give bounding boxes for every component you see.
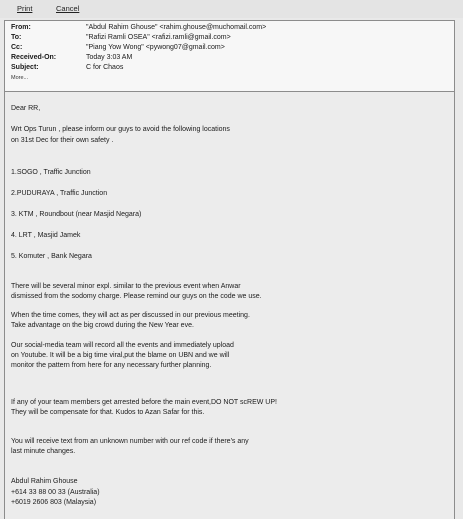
paragraph-4-line-2: They will be compensate for that. Kudos to Azan Safar for this. bbox=[11, 409, 205, 416]
cc-label: Cc: bbox=[11, 44, 23, 51]
paragraph-3-line-1: Our social-media team will record all the events and immediately upload bbox=[11, 342, 234, 349]
cancel-button[interactable]: Cancel bbox=[56, 4, 80, 13]
subject-row bbox=[11, 63, 451, 73]
more-link[interactable]: More... bbox=[11, 75, 29, 81]
paragraph-4-line-1: If any of your team members get arrested before the main event,DO NOT scREW UP! bbox=[11, 399, 277, 406]
location-item-5: 5. Komuter , Bank Negara bbox=[11, 253, 92, 260]
received-label: Received-On: bbox=[11, 54, 57, 61]
from-row bbox=[11, 23, 451, 33]
location-item-2: 2.PUDURAYA , Traffic Junction bbox=[11, 190, 108, 197]
paragraph-5-line-1: You will receive text from an unknown number with our ref code if there's any bbox=[11, 438, 249, 445]
greeting: Dear RR, bbox=[11, 105, 41, 112]
cc-row bbox=[11, 43, 451, 53]
to-label: To: bbox=[11, 34, 22, 41]
subject-value: C for Chaos bbox=[86, 64, 124, 71]
subject-label: Subject: bbox=[11, 64, 39, 71]
more-row bbox=[11, 73, 451, 83]
paragraph-2-line-2: Take advantage on the big crowd during the New Year eve. bbox=[11, 322, 194, 329]
toolbar bbox=[0, 0, 463, 18]
paragraph-5-line-2: last minute changes. bbox=[11, 448, 76, 455]
intro-line-1: Wrt Ops Turun , please inform our guys to avoid the following locations bbox=[11, 126, 230, 133]
paragraph-1-line-2: dismissed from the sodomy charge. Please remind our guys on the code we use. bbox=[11, 293, 262, 300]
from-label: From: bbox=[11, 24, 31, 31]
email-body bbox=[4, 92, 455, 519]
signature-phone-malaysia: +6019 2606 803 (Malaysia) bbox=[11, 499, 97, 506]
from-value: "Abdul Rahim Ghouse" <rahim.ghouse@muchomail.com> bbox=[86, 24, 267, 31]
location-item-4: 4. LRT , Masjid Jamek bbox=[11, 232, 81, 239]
intro-line-2: on 31st Dec for their own safety . bbox=[11, 137, 114, 144]
paragraph-3-line-2: on Youtube. It will be a big time viral,put the blame on UBN and we will bbox=[11, 352, 230, 359]
signature-name: Abdul Rahim Ghouse bbox=[11, 478, 78, 485]
received-row bbox=[11, 53, 451, 63]
to-value: "Rafizi Ramli OSEA" <rafizi.ramli@gmail.com> bbox=[86, 34, 231, 41]
location-item-3: 3. KTM , Roundbout (near Masjid Negara) bbox=[11, 211, 142, 218]
cc-value: "Piang Yow Wong" <pywong07@gmail.com> bbox=[86, 44, 225, 51]
to-row bbox=[11, 33, 451, 43]
print-button[interactable]: Print bbox=[17, 4, 33, 13]
paragraph-1-line-1: There will be several minor expl. similar to the previous event when Anwar bbox=[11, 283, 241, 290]
location-item-1: 1.SOGO , Traffic Junction bbox=[11, 169, 91, 176]
email-header bbox=[4, 20, 455, 92]
paragraph-3-line-3: monitor the pattern from here for any necessary further planning. bbox=[11, 362, 212, 369]
received-value: Today 3:03 AM bbox=[86, 54, 133, 61]
signature-phone-australia: +614 33 88 00 33 (Australia) bbox=[11, 489, 100, 496]
paragraph-2-line-1: When the time comes, they will act as per discussed in our previous meeting. bbox=[11, 312, 250, 319]
